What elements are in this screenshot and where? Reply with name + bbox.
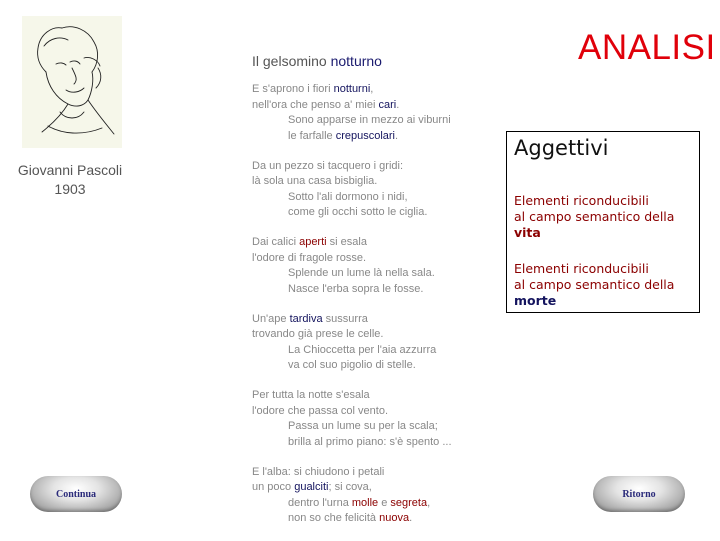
poem-text-fragment: non so che felicità	[288, 512, 380, 524]
poem-line	[252, 404, 492, 420]
poem-stanza	[252, 465, 492, 527]
poem-text-fragment: l'odore che passa col vento.	[252, 404, 389, 417]
poem-text-fragment: ; si cova,	[328, 481, 372, 493]
poem-text-fragment: va col suo pigolio di stelle.	[288, 359, 416, 371]
poem-line	[252, 496, 492, 512]
legend-death	[514, 261, 674, 309]
poem-text-fragment: l'odore di fragole rosse.	[252, 251, 366, 264]
poem-stanza	[252, 312, 492, 374]
poem-text-fragment: La Chioccetta per l'aia azzurra	[288, 343, 437, 356]
poem-text-fragment: E s'aprono i fiori	[252, 83, 334, 95]
poem-text-fragment: ,	[370, 83, 374, 95]
poem-line	[252, 82, 492, 98]
author-name: Giovanni Pascoli	[17, 162, 123, 178]
author-year: 1903	[54, 181, 86, 197]
poem-line	[252, 251, 492, 267]
poem-line	[252, 113, 492, 129]
poem-line	[252, 159, 492, 175]
author-caption	[0, 161, 140, 199]
poem-line	[252, 480, 492, 496]
poem-line	[252, 205, 492, 221]
poem-text-fragment: Da un pezzo si tacquero i gridi:	[252, 159, 404, 172]
poem-line	[252, 98, 492, 114]
poem-text-fragment: .	[395, 129, 399, 142]
life-adjective: segreta	[390, 496, 428, 509]
legend-death-text: Elementi riconducibili al campo semantico della	[514, 261, 675, 292]
back-button[interactable]: Ritorno	[593, 476, 685, 512]
poem-line	[252, 327, 492, 343]
poem-line	[252, 282, 492, 298]
death-adjective: cari	[378, 98, 397, 111]
poem-line	[252, 511, 492, 527]
poem-text-fragment: le farfalle	[288, 129, 336, 142]
poem-text-fragment: Per tutta la notte s'esala	[252, 389, 370, 401]
poem-line	[252, 343, 492, 359]
poem-text-fragment: dentro l'urna	[288, 496, 352, 509]
poem-text	[252, 82, 492, 541]
continue-button[interactable]: Continua	[30, 476, 122, 512]
poem-text-fragment: nell'ora che penso a' miei	[252, 98, 379, 111]
poem-text-fragment: trovando già prese le celle.	[252, 328, 384, 340]
poem-text-fragment: .	[409, 512, 413, 524]
poem-text-fragment: sussurra	[322, 312, 368, 325]
death-adjective: notturni	[333, 83, 371, 95]
poem-line	[252, 129, 492, 145]
poem-text-fragment: brilla al primo piano: s'è spento ...	[288, 435, 452, 448]
poem-text-fragment: .	[396, 98, 400, 111]
poem-line	[252, 312, 492, 328]
poem-stanza	[252, 388, 492, 450]
legend-life-text: Elementi riconducibili al campo semantico della	[514, 193, 675, 224]
poem-text-fragment: Sotto l'ali dormono i nidi,	[288, 190, 408, 203]
poem-text-fragment: Passa un lume su per la scala;	[288, 420, 438, 432]
poem-line	[252, 190, 492, 206]
adjectives-legend	[506, 131, 700, 313]
life-adjective: aperti	[299, 236, 327, 248]
poem-line	[252, 235, 492, 251]
poem-title-prefix: Il gelsomino	[252, 53, 331, 69]
poem-stanza	[252, 235, 492, 297]
poem-text-fragment: Dai calici	[252, 236, 300, 248]
poem-title	[252, 53, 382, 69]
poem-line	[252, 174, 492, 190]
legend-death-tag: morte	[514, 293, 557, 308]
poem-text-fragment: Sono apparse in mezzo ai viburni	[288, 114, 451, 126]
legend-life	[514, 193, 674, 241]
death-adjective: crepuscolari	[335, 129, 396, 142]
legend-life-tag: vita	[514, 225, 541, 240]
death-adjective: tardiva	[289, 312, 323, 325]
poem-text-fragment: un poco	[252, 481, 295, 493]
poem-text-fragment: si esala	[326, 236, 367, 248]
poem-line	[252, 435, 492, 451]
poem-line	[252, 419, 492, 435]
poem-line	[252, 465, 492, 481]
life-adjective: nuova	[379, 512, 410, 524]
poem-stanza	[252, 82, 492, 144]
poem-text-fragment: Un'ape	[252, 312, 290, 325]
poem-line	[252, 388, 492, 404]
poem-text-fragment: là sola una casa bisbiglia.	[252, 175, 378, 187]
poem-text-fragment: come gli occhi sotto le ciglia.	[288, 206, 428, 218]
poem-title-highlight: notturno	[330, 53, 382, 69]
poem-text-fragment: e	[378, 496, 391, 509]
poem-text-fragment: Splende un lume là nella sala.	[288, 267, 435, 279]
analysis-heading: ANALISI	[578, 28, 716, 67]
legend-title: Aggettivi	[514, 136, 609, 160]
poem-line	[252, 358, 492, 374]
death-adjective: gualciti	[294, 481, 329, 493]
poem-text-fragment: ,	[427, 496, 431, 509]
life-adjective: molle	[351, 496, 379, 509]
poet-portrait-sketch	[22, 16, 122, 148]
poem-text-fragment: E l'alba: si chiudono i petali	[252, 465, 385, 478]
poem-stanza	[252, 159, 492, 221]
poem-line	[252, 266, 492, 282]
poem-text-fragment: Nasce l'erba sopra le fosse.	[288, 282, 424, 295]
